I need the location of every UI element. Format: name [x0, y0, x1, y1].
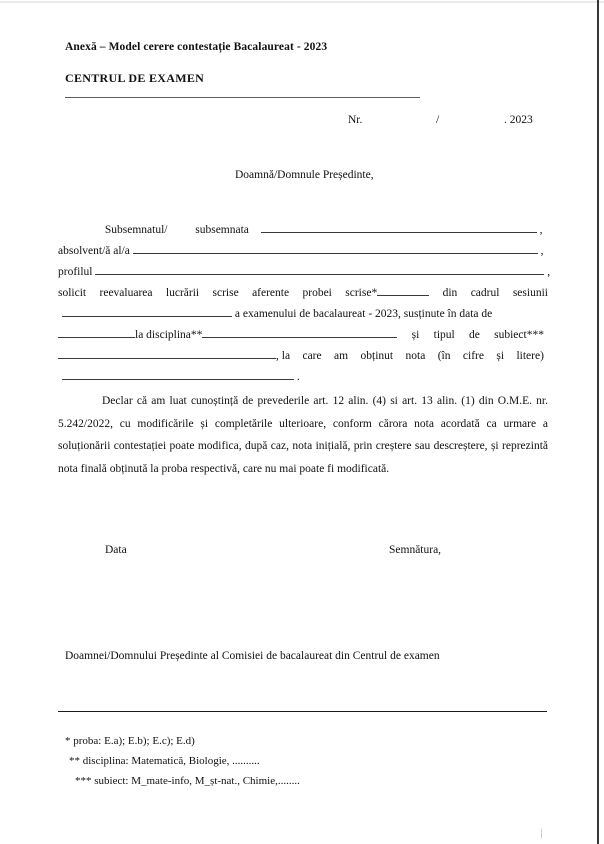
registration-number-label: Nr.	[348, 114, 363, 126]
form-line-sesiune	[58, 304, 548, 325]
footnote-subiect: *** subiect: M_mate-info, M_șt-nat., Chimie,........	[75, 775, 300, 787]
scan-top-edge	[0, 1, 604, 3]
word-lucrarii: lucrării	[165, 287, 200, 299]
form-line-disciplina	[58, 325, 548, 346]
word-care: care	[302, 350, 322, 362]
form-line-absolvent	[58, 241, 548, 262]
word-litere: litere)	[516, 350, 544, 362]
field-nota[interactable]	[62, 368, 294, 380]
field-tip-subiect[interactable]	[58, 347, 276, 359]
footnotes-rule	[58, 711, 547, 712]
document-title: Anexă – Model cerere contestație Bacalaureat - 2023	[65, 41, 328, 53]
word-in: (în	[437, 350, 451, 362]
request-form-body	[58, 220, 551, 388]
registration-year: . 2023	[504, 114, 533, 126]
word-si-2: și	[496, 350, 505, 362]
form-line-profilul	[58, 262, 551, 283]
field-disciplina[interactable]	[202, 326, 397, 338]
field-profilul[interactable]	[95, 263, 544, 275]
label-profilul: profilul	[58, 266, 93, 278]
date-label: Data	[105, 544, 127, 556]
word-probei: probei	[302, 287, 332, 299]
label-subsemnata: subsemnata	[195, 224, 249, 236]
word-reevaluarea: reevaluarea	[99, 287, 153, 299]
word-cadrul: cadrul	[470, 287, 500, 299]
word-solicit: solicit	[58, 287, 87, 299]
word-obtinut: obținut	[360, 350, 394, 362]
punct-line3: ,	[547, 266, 551, 278]
text-la-care: , la	[276, 350, 291, 362]
word-nota: nota	[405, 350, 426, 362]
salutation: Doamnă/Domnule Președinte,	[235, 169, 374, 181]
punct-line1: ,	[539, 224, 543, 236]
label-la-disciplina: la disciplina**	[135, 329, 203, 341]
scan-right-edge	[597, 0, 599, 844]
registration-separator: /	[436, 114, 440, 126]
word-scrise-asterisk: scrise*	[345, 287, 378, 299]
signature-label: Semnătura,	[389, 544, 442, 556]
punct-final: .	[296, 371, 300, 383]
scan-bottom-tick	[541, 829, 542, 838]
declaration-paragraph	[58, 390, 548, 480]
field-absolvent-al[interactable]	[133, 242, 538, 254]
word-subiect-asterisk: subiect***	[494, 329, 544, 341]
text-examenului: a examenului de bacalaureat - 2023, susținute în data de	[234, 308, 493, 320]
word-sesiunii: sesiunii	[512, 287, 548, 299]
field-nume-prenume[interactable]	[261, 221, 537, 233]
word-din: din	[442, 287, 458, 299]
declaration-text: Declar că am luat cunoștință de prevederile art. 12 alin. (4) si art. 13 alin. (1) din O.M.E. nr. 5.242/2022, cu modificările și completările ulterioare, conform cărora nota acordată ca urmare a soluționării contestației poate modifica, după caz, nota inițială, prin creștere sau descreștere, și reprezintă nota finală obținută la proba respectivă, care nu mai poate fi modificată.	[58, 395, 548, 475]
word-de: de	[469, 329, 480, 341]
word-cifre: cifre	[462, 350, 484, 362]
form-line-nota	[58, 346, 548, 367]
exam-center-heading: CENTRUL DE EXAMEN	[65, 71, 205, 85]
word-si: și	[411, 329, 420, 341]
footnotes-block	[65, 731, 300, 791]
word-scrise: scrise	[212, 287, 239, 299]
footnote-disciplina: ** disciplina: Matematică, Biologie, ..........	[69, 755, 260, 767]
field-proba[interactable]	[377, 284, 429, 296]
form-line-subsemnatul	[58, 220, 548, 241]
punct-line2: ,	[540, 245, 544, 257]
label-absolvent: absolvent/ă al/a	[58, 245, 130, 257]
field-sesiune[interactable]	[62, 305, 232, 317]
word-aferente: aferente	[252, 287, 290, 299]
form-line-solicit	[58, 283, 548, 304]
addressee-line: Doamnei/Domnului Președinte al Comisiei de bacalaureat din Centrul de examen	[65, 650, 440, 662]
footnote-proba: * proba: E.a); E.b); E.c); E.d)	[65, 735, 195, 747]
label-subsemnatul: Subsemnatul/	[104, 224, 168, 236]
form-line-nota-valoare	[58, 367, 548, 388]
word-am: am	[334, 350, 349, 362]
field-data-sustinere[interactable]	[58, 326, 135, 338]
word-tipul: tipul	[433, 329, 455, 341]
exam-center-rule	[65, 97, 420, 98]
